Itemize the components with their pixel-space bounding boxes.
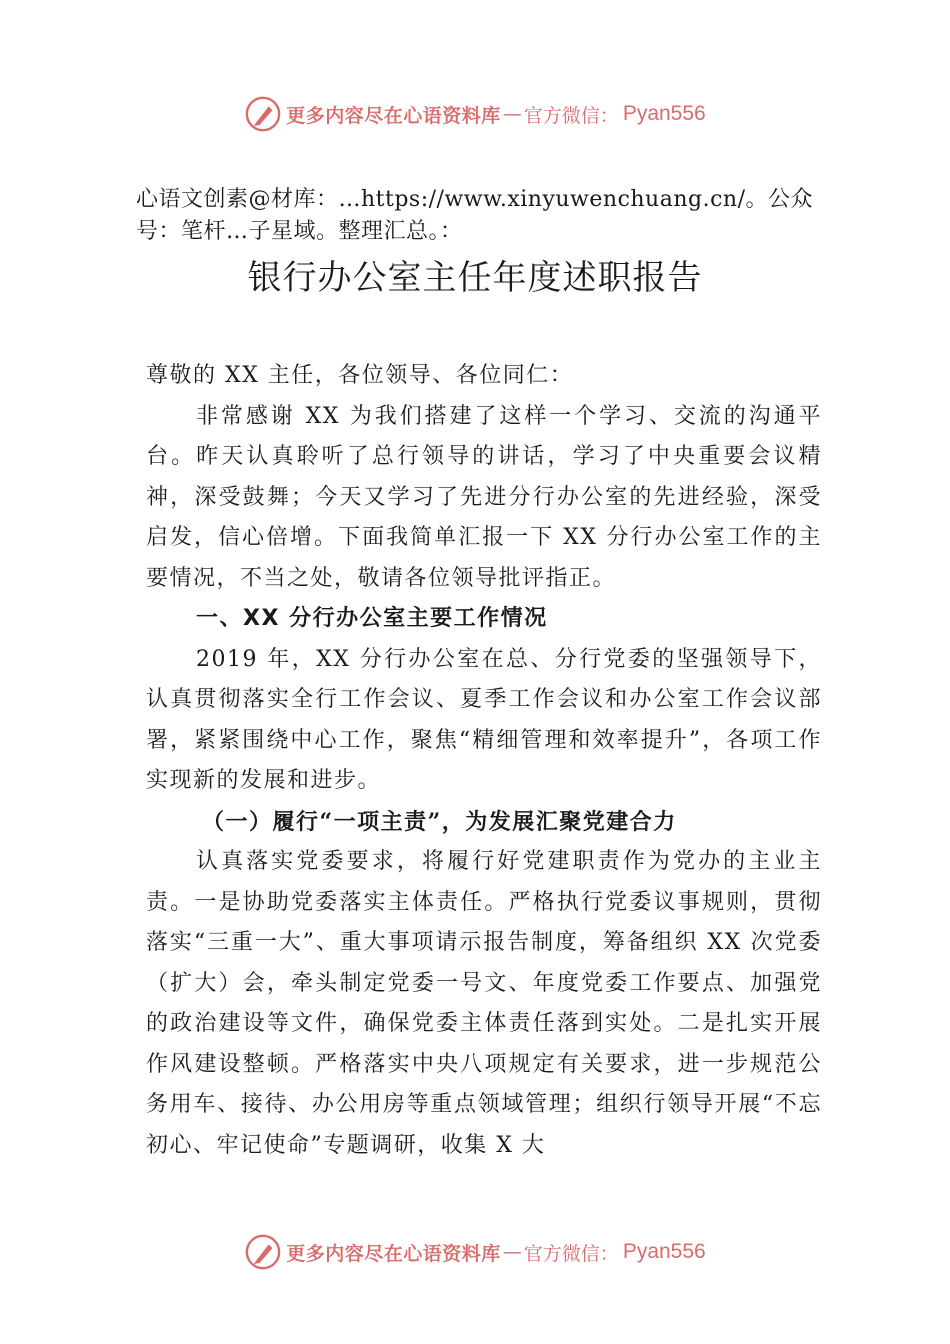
subsection-heading: （一）履行“一项主责”，为发展汇聚党建合力 — [202, 808, 677, 835]
banner-dash: — — [502, 1241, 522, 1263]
document-body — [146, 356, 822, 1166]
banner-wechat-label: 官方微信： — [523, 104, 619, 127]
banner-dash: — — [502, 103, 522, 125]
body-paragraph: 认真落实党委要求，将履行好党建职责作为党办的主业主责。一是协助党委落实主体责任。严格执行党委议事规则，贯彻落实“三重一大”、重大事项请示报告制度，筹备组织 XX 次党委（扩大）会，牵头制定党委一号文、年度党委工作要点、加强党的政治建设等文件，确保党委主体责任落到实处。二是扎实开展作风建设整顿。严格落实中央八项规定有关要求，进一步规范公务用车、接待、办公用房等重点领域管理；组织行领导开展“不忘初心、牢记使命”专题调研，收集 X 大 — [146, 849, 822, 1158]
source-note: 心语文创素@材库：…https://www.xinyuwenchuang.cn/。公众号：笔杆…子星域。整理汇总。： — [136, 187, 813, 244]
body-paragraph: 2019 年，XX 分行办公室在总、分行党委的坚强领导下，认真贯彻落实全行工作会议、夏季工作会议和办公室工作会议部署，紧紧围绕中心工作，聚焦“精细管理和效率提升”，各项工作实现新的发展和进步。 — [146, 646, 822, 793]
banner-text: 更多内容尽在心语资料库 — [286, 104, 501, 127]
pen-nib-logo-icon — [244, 1233, 282, 1271]
document-title: 银行办公室主任年度述职报告 — [247, 258, 703, 298]
banner-wechat-label: 官方微信： — [523, 1242, 619, 1265]
banner-wechat-id: Pyan556 — [622, 1240, 706, 1263]
body-paragraph: 非常感谢 XX 为我们搭建了这样一个学习、交流的沟通平台。昨天认真聆听了总行领导的讲话，学习了中央重要会议精神，深受鼓舞；今天又学习了先进分行办公室的先进经验，深受启发，信心倍增。下面我简单汇报一下 XX 分行办公室工作的主要情况，不当之处，敬请各位领导批评指正。 — [146, 403, 823, 591]
banner-wechat-id: Pyan556 — [622, 102, 706, 125]
header-banner — [0, 92, 950, 136]
pen-nib-logo-icon — [244, 95, 282, 133]
section-heading: 一、XX 分行办公室主要工作情况 — [196, 606, 548, 631]
salutation: 尊敬的 XX 主任，各位领导、各位同仁： — [146, 363, 574, 388]
footer-banner — [0, 1230, 950, 1274]
banner-text: 更多内容尽在心语资料库 — [286, 1242, 501, 1265]
